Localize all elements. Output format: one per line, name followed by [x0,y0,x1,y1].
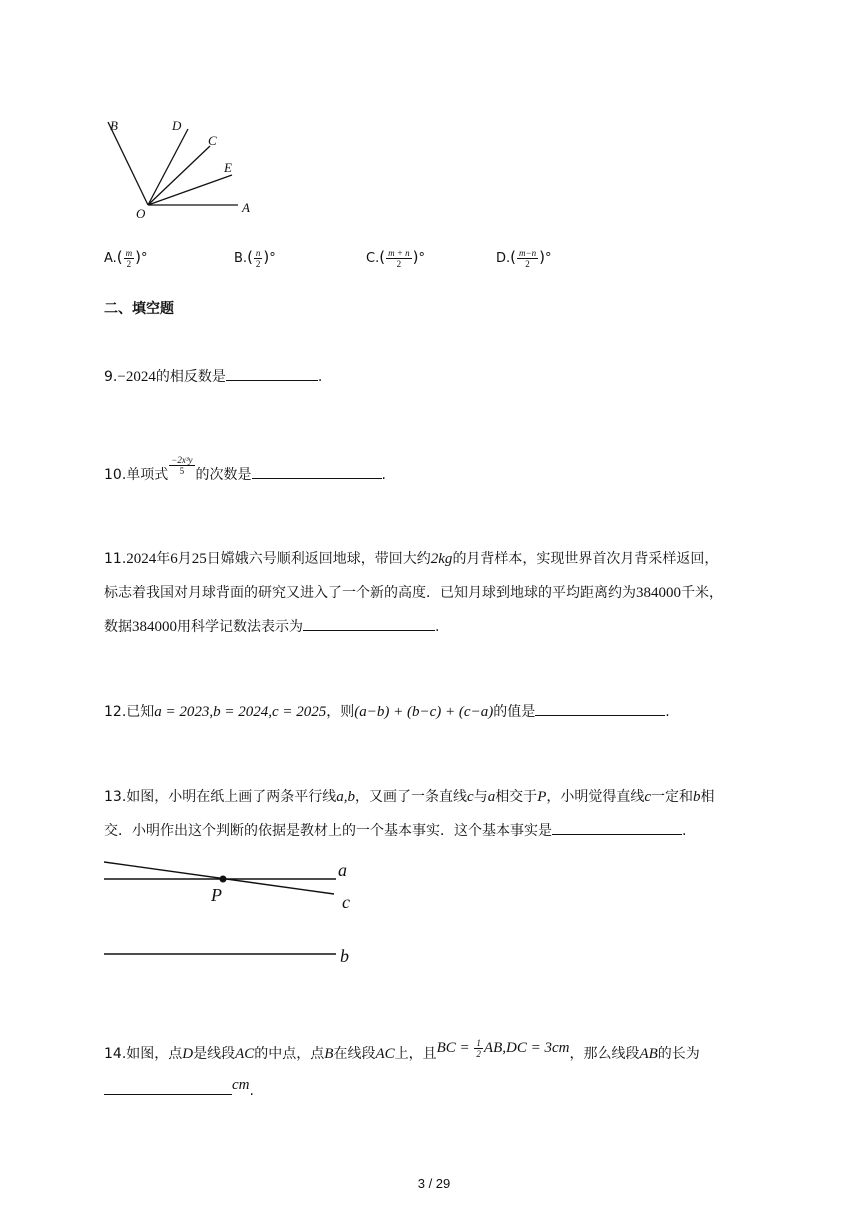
question-10: 10.单项式 $\frac{\text{−2x³y}}{5}$ 的次数是 . [104,454,386,483]
option-a-fraction: $\frac{m}{2}$ [125,248,133,269]
label-c: C [208,133,217,148]
question-9: 9.−2024的相反数是 . [104,366,322,388]
ray-oc [148,146,210,205]
label-point-p: P [211,885,222,905]
answer-blank-9[interactable] [226,366,318,381]
question-13-line-1: 13.如图，小明在纸上画了两条平行线a,b，又画了一条直线c与a相交于P，小明觉得直线c一定和b相 [104,789,715,805]
angle-figure [96,112,266,224]
question-13-line-2: 交．小明作出这个判断的依据是教材上的一个基本事实．这个基本事实是 . [104,820,686,842]
answer-blank-14[interactable] [104,1080,232,1095]
option-b-fraction: $\frac{n}{2}$ [255,248,261,269]
label-o: O [136,206,146,221]
monomial-fraction: $\frac{\text{−2x³y}}{5}$ [171,454,193,476]
option-d[interactable]: D.( $\frac{m-n}{2}$ )° [496,248,552,269]
answer-blank-12[interactable] [535,701,665,716]
ray-oe [148,175,232,205]
option-c-fraction: $\frac{m + n}{2}$ [388,248,410,269]
label-e: E [224,160,232,175]
answer-blank-10[interactable] [252,464,382,479]
question-12: 12.已知a = 2023,b = 2024,c = 2025，则(a−b) + (b−c) + (c−a)的值是 . [104,701,670,723]
label-d: D [172,118,182,133]
page-number: 3 / 29 [417,1176,451,1191]
ray-ob [108,122,148,205]
half-fraction: $\frac{1}{2}$ [476,1038,481,1060]
ray-od [148,129,188,205]
label-a: A [242,200,250,215]
option-d-fraction: $\frac{m-n}{2}$ [519,248,537,269]
option-a[interactable]: A.( $\frac{m}{2}$ )° [104,248,148,269]
question-11-line-1: 11.2024年6月25日嫦娥六号顺利返回地球，带回大约2kg的月背样本，实现世界首次月背采样返回， [104,551,719,567]
question-14-line-1: 14.如图，点D是线段AC的中点，点B在线段AC上，且BC = $\frac{1}{2}$ AB,DC = 3cm，那么线段AB的长为 [104,1038,700,1062]
option-c[interactable]: C.( $\frac{m + n}{2}$ )° [366,248,426,269]
label-line-b: b [340,946,349,966]
question-11-line-3: 数据384000用科学记数法表示为 . [104,616,439,638]
question-11-line-2: 标志着我国对月球背面的研究又进入了一个新的高度．已知月球到地球的平均距离约为384000千米， [104,585,723,601]
label-b: B [110,118,118,133]
option-b[interactable]: B.( $\frac{n}{2}$ )° [234,248,276,269]
point-p [220,876,227,883]
question-14-line-2: cm. [104,1080,254,1102]
parallel-lines-figure [100,852,370,972]
label-line-c: c [342,892,350,912]
answer-blank-11[interactable] [303,616,435,631]
section-title: 二、填空题 [104,301,174,317]
answer-blank-13[interactable] [552,820,682,835]
label-line-a: a [338,860,347,880]
